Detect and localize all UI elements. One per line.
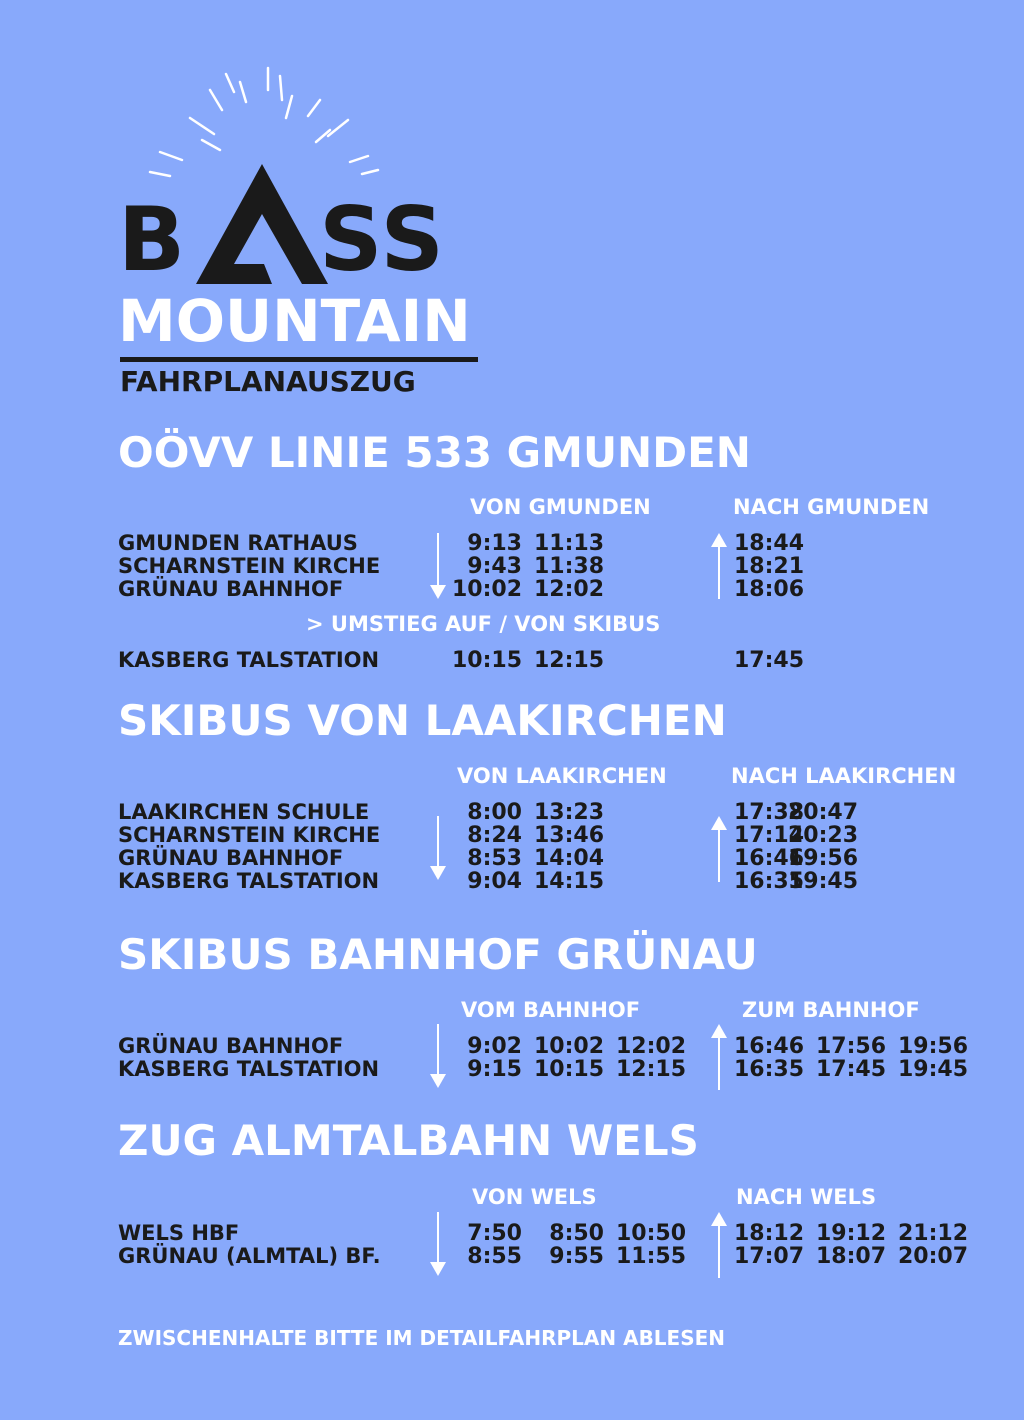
- departure-time: 17:38: [734, 800, 805, 825]
- departure-time: 20:47: [788, 800, 859, 825]
- stop-name: GRÜNAU (ALMTAL) BF.: [118, 1244, 381, 1268]
- departure-time: 17:45: [734, 648, 805, 673]
- departure-time: 12:15: [534, 648, 605, 673]
- stop-name: GRÜNAU BAHNHOF: [118, 577, 344, 601]
- departure-time: 12:15: [616, 1057, 687, 1082]
- departure-time: 9:55: [549, 1244, 604, 1269]
- departure-time: 17:45: [816, 1057, 887, 1082]
- logo-letter-b: B: [118, 188, 188, 291]
- departure-time: 13:23: [534, 800, 605, 825]
- column-heading-return: NACH GMUNDEN: [733, 495, 930, 519]
- departure-time: 10:15: [534, 1057, 605, 1082]
- departure-time: 7:50: [467, 1221, 522, 1246]
- departure-time: 17:07: [734, 1244, 805, 1269]
- column-heading-return: NACH WELS: [736, 1185, 877, 1209]
- departure-time: 18:12: [734, 1221, 805, 1246]
- logo-divider: [120, 357, 478, 362]
- departure-time: 10:02: [452, 577, 523, 602]
- departure-time: 9:04: [467, 869, 522, 894]
- departure-time: 16:46: [734, 1034, 805, 1059]
- departure-time: 9:02: [467, 1034, 522, 1059]
- departure-time: 12:02: [616, 1034, 687, 1059]
- departure-time: 8:55: [467, 1244, 522, 1269]
- departure-time: 11:55: [616, 1244, 687, 1269]
- departure-time: 11:38: [534, 554, 605, 579]
- departure-time: 8:24: [467, 823, 522, 848]
- arrow-up-icon: [711, 1024, 727, 1090]
- departure-time: 20:07: [898, 1244, 969, 1269]
- footer-note: ZWISCHENHALTE BITTE IM DETAILFAHRPLAN ABLESEN: [118, 1326, 726, 1350]
- departure-time: 8:50: [549, 1221, 604, 1246]
- departure-time: 9:15: [467, 1057, 522, 1082]
- arrow-down-icon: [430, 533, 446, 599]
- stop-name: LAAKIRCHEN SCHULE: [118, 800, 370, 824]
- stop-name: GMUNDEN RATHAUS: [118, 531, 358, 555]
- arrow-down-icon: [430, 1212, 446, 1278]
- departure-time: 19:12: [816, 1221, 887, 1246]
- section-title-skibus-laakirchen: SKIBUS VON LAAKIRCHEN: [118, 696, 727, 745]
- departure-time: 18:44: [734, 531, 805, 556]
- arrow-up-icon: [711, 533, 727, 599]
- departure-time: 17:14: [734, 823, 805, 848]
- departure-time: 19:45: [898, 1057, 969, 1082]
- transfer-note: > UMSTIEG AUF / VON SKIBUS: [306, 612, 661, 636]
- section-title-skibus-bahnhof: SKIBUS BAHNHOF GRÜNAU: [118, 930, 758, 979]
- departure-time: 11:13: [534, 531, 605, 556]
- departure-time: 8:00: [467, 800, 522, 825]
- departure-time: 13:46: [534, 823, 605, 848]
- column-heading-return: ZUM BAHNHOF: [742, 998, 920, 1022]
- arrow-down-icon: [430, 816, 446, 882]
- stop-name: KASBERG TALSTATION: [118, 869, 380, 893]
- departure-time: 18:07: [816, 1244, 887, 1269]
- departure-time: 19:45: [788, 869, 859, 894]
- departure-time: 9:13: [467, 531, 522, 556]
- arrow-up-icon: [711, 1212, 727, 1278]
- arrow-down-icon: [430, 1024, 446, 1090]
- column-heading-outbound: VON WELS: [472, 1185, 597, 1209]
- stop-name: SCHARNSTEIN KIRCHE: [118, 823, 381, 847]
- departure-time: 8:53: [467, 846, 522, 871]
- departure-time: 16:35: [734, 1057, 805, 1082]
- stop-name: GRÜNAU BAHNHOF: [118, 1034, 344, 1058]
- departure-time: 10:50: [616, 1221, 687, 1246]
- section-title-almtalbahn: ZUG ALMTALBAHN WELS: [118, 1116, 699, 1165]
- column-heading-outbound: VON GMUNDEN: [470, 495, 651, 519]
- departure-time: 17:56: [816, 1034, 887, 1059]
- logo-mountain-triangle-icon: [190, 160, 330, 290]
- departure-time: 10:15: [452, 648, 523, 673]
- departure-time: 18:21: [734, 554, 805, 579]
- logo-subtitle: FAHRPLANAUSZUG: [120, 365, 416, 398]
- stop-name: GRÜNAU BAHNHOF: [118, 846, 344, 870]
- column-heading-outbound: VOM BAHNHOF: [461, 998, 641, 1022]
- departure-time: 16:46: [734, 846, 805, 871]
- column-heading-outbound: VON LAAKIRCHEN: [457, 764, 667, 788]
- departure-time: 10:02: [534, 1034, 605, 1059]
- departure-time: 18:06: [734, 577, 805, 602]
- departure-time: 19:56: [788, 846, 859, 871]
- departure-time: 14:15: [534, 869, 605, 894]
- logo-mountain-word: MOUNTAIN: [118, 287, 471, 355]
- column-heading-return: NACH LAAKIRCHEN: [731, 764, 957, 788]
- stop-name: KASBERG TALSTATION: [118, 1057, 380, 1081]
- stop-name: SCHARNSTEIN KIRCHE: [118, 554, 381, 578]
- departure-time: 12:02: [534, 577, 605, 602]
- departure-time: 9:43: [467, 554, 522, 579]
- departure-time: 16:35: [734, 869, 805, 894]
- section-title-line-533: OÖVV LINIE 533 GMUNDEN: [118, 428, 751, 477]
- stop-name: WELS HBF: [118, 1221, 240, 1245]
- stop-name: KASBERG TALSTATION: [118, 648, 380, 672]
- arrow-up-icon: [711, 816, 727, 882]
- logo-letters-ss: SS: [319, 188, 446, 291]
- departure-time: 21:12: [898, 1221, 969, 1246]
- departure-time: 14:04: [534, 846, 605, 871]
- departure-time: 20:23: [788, 823, 859, 848]
- departure-time: 19:56: [898, 1034, 969, 1059]
